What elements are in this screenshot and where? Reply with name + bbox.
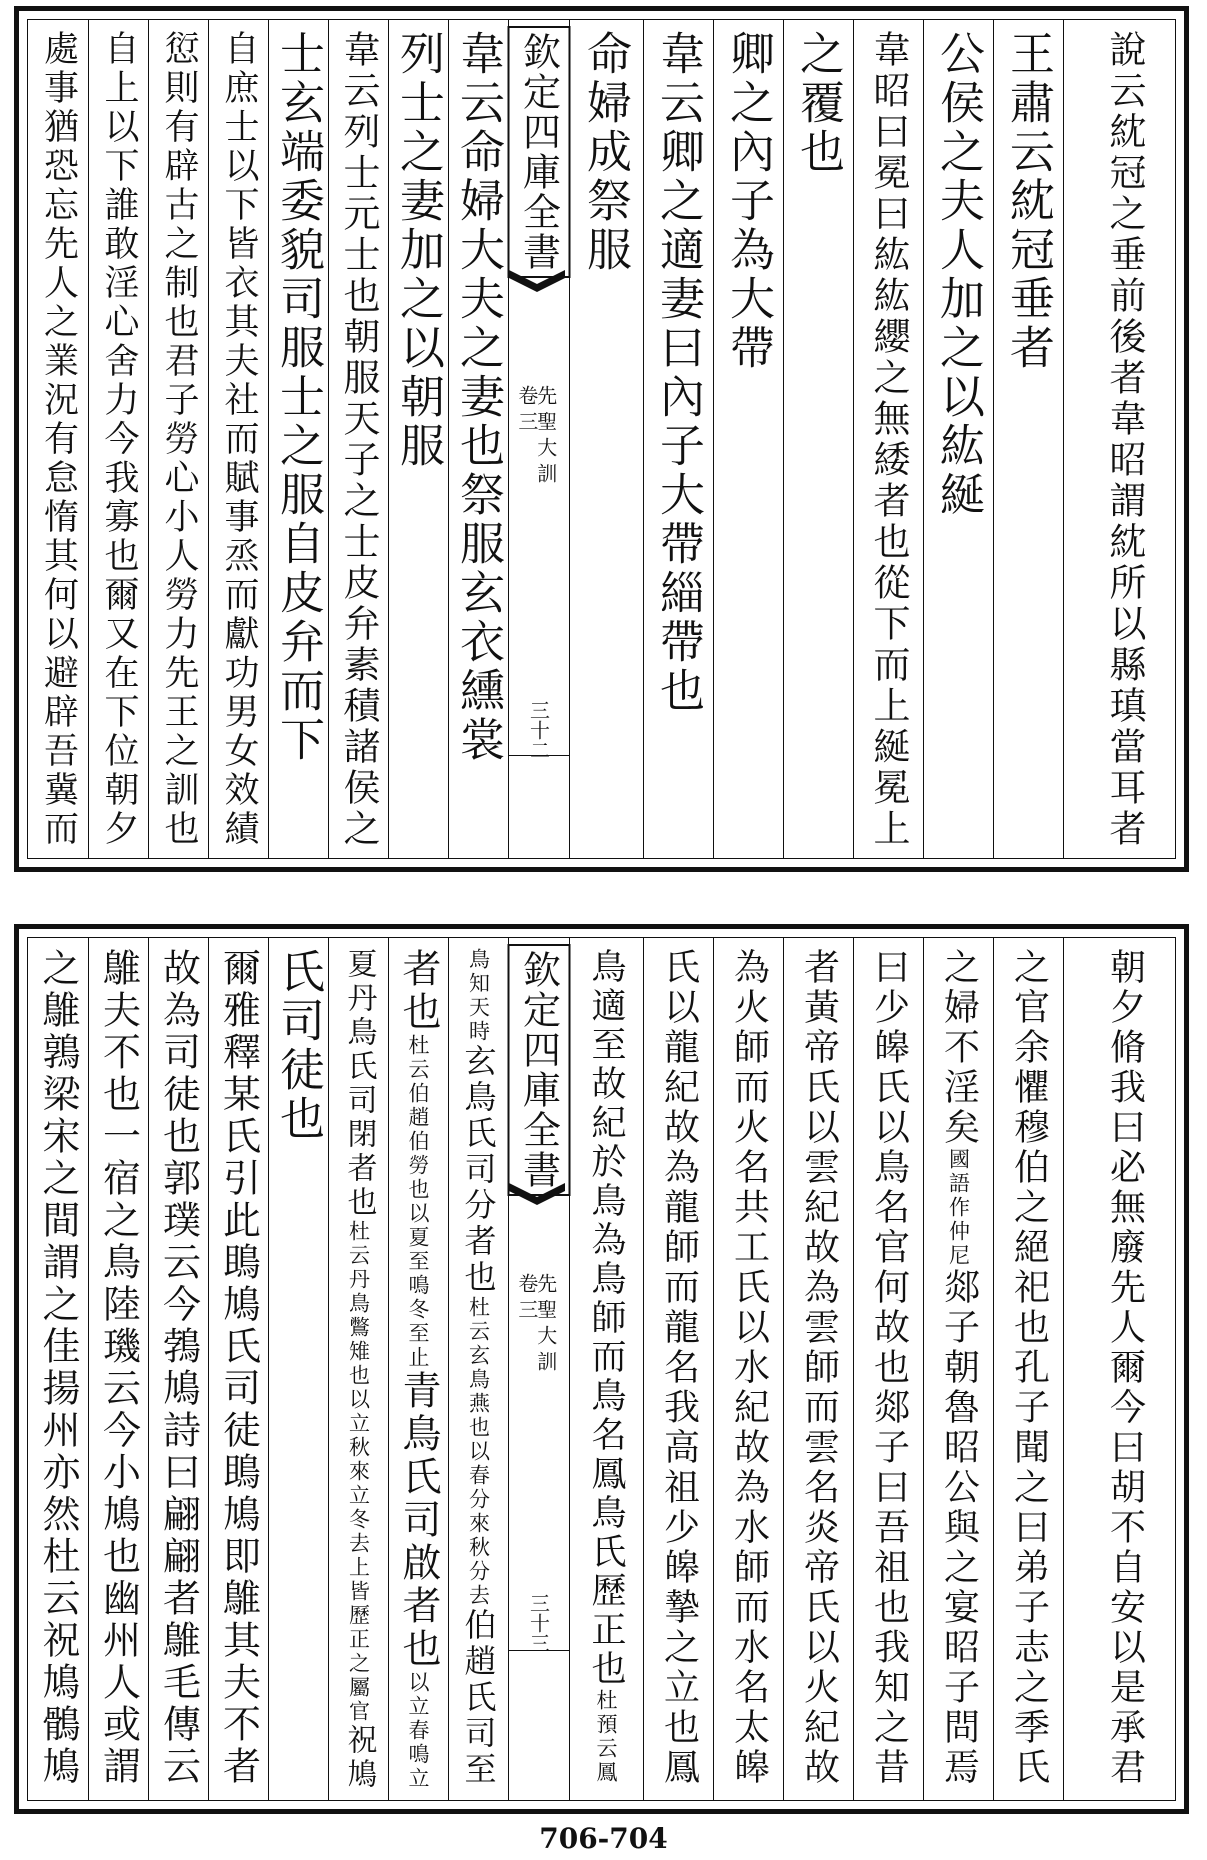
text-column: 卿之內子為大帶 (722, 30, 775, 373)
bottom-col-l1 (448, 938, 508, 1800)
text-column: 之官余懼穆伯之絕祀也孔子聞之曰弟子志之季氏 (1008, 948, 1050, 1788)
text-column: 列士之妻加之以朝服 (392, 30, 445, 471)
text-column: 韋昭曰冕曰紘紘纓之無緌者也從下而上綖冕上 (867, 30, 910, 850)
text-column: 自上以下誰敢淫心舍力今我寡也爾又在下位朝夕 (99, 30, 139, 849)
top-col-l4 (268, 20, 328, 858)
gutter-title: 欽定四庫全書 (508, 26, 571, 278)
text-column: 為火師而火名共工氏以水紀故為水師而水名太皞 (728, 948, 770, 1788)
bottom-col-r4 (853, 938, 923, 1800)
top-col-r5 (783, 20, 853, 858)
bottom-col-r6 (713, 938, 783, 1800)
bottom-col-r1 (1063, 938, 1185, 1800)
top-col-l2 (388, 20, 448, 858)
fish-tail-ornament-icon (509, 270, 565, 296)
fish-tail-ornament-icon (509, 1183, 565, 1209)
main-text: 之婦不淫矣 (938, 948, 980, 1148)
gutter-book-title: 先聖大訓 (533, 385, 558, 489)
text-column: 故為司徒也郭璞云今鵓鳩詩曰翩翩者鵻毛傳云 (156, 948, 201, 1788)
top-col-r3 (923, 20, 993, 858)
page-footer-number: 706-704 (539, 1822, 668, 1855)
bottom-col-r7 (643, 938, 713, 1800)
head-note: 鳥知天時 (466, 948, 491, 1044)
gutter-divider (509, 1650, 569, 1651)
main-text: 鳥適至故紀於鳥為鳥師而鳥名鳳鳥氏歷正也 (586, 948, 626, 1689)
text-column: 自庶士以下皆衣其夫社而賦事烝而獻功男女效績 (219, 30, 259, 849)
bottom-col-r3 (923, 938, 993, 1800)
text-column: 處事猶恐忘先人之業況有怠惰其何以避辟吾冀而 (38, 30, 79, 849)
top-col-l6 (148, 20, 208, 858)
text-column-mixed (938, 948, 980, 1788)
bottom-col-l3 (328, 938, 388, 1800)
text-column-mixed (586, 948, 626, 1785)
text-column: 爾雅釋某氏引此鴡鳩氏司徒鴡鳩即鵻其夫不者 (216, 948, 261, 1788)
text-column: 氏司徒也 (272, 948, 325, 1144)
bottom-col-r8 (568, 938, 643, 1800)
main-text-tail: 祝鳩 (341, 1724, 377, 1792)
main-text-tail: 青鳥氏司啟者也 (396, 1370, 441, 1671)
commentary-note: 杜云伯趙伯勞也以夏至鳴冬至止 (406, 1034, 430, 1370)
top-page (14, 6, 1189, 872)
bottom-col-l5 (208, 938, 268, 1800)
commentary-note: 杜云丹鳥鷩雉也以立秋來立冬去上皆歷正之屬官 (346, 1220, 371, 1724)
gutter-book-title: 先聖大訓 (533, 1273, 558, 1377)
top-col-r1 (1063, 20, 1185, 858)
top-col-r6 (713, 20, 783, 858)
commentary-note: 國語作仲尼 (946, 1148, 971, 1268)
top-col-l5 (208, 20, 268, 858)
commentary-note: 杜預云鳳 (594, 1689, 618, 1785)
top-col-r4 (853, 20, 923, 858)
bottom-col-l7 (88, 938, 148, 1800)
top-gutter (508, 20, 570, 858)
gutter-title: 欽定四庫全書 (508, 944, 571, 1196)
bottom-col-r5 (783, 938, 853, 1800)
text-column: 韋云命婦大夫之妻也祭服玄衣纁裳 (452, 30, 505, 765)
bottom-col-l6 (148, 938, 208, 1800)
bottom-col-l8 (28, 938, 88, 1800)
main-text-tail: 郯子朝魯昭公與之宴昭子問焉 (938, 1268, 980, 1788)
top-page-frame (27, 19, 1176, 859)
gutter-page-number: 三十三 (526, 1593, 551, 1653)
text-column-mixed (459, 948, 498, 1788)
top-col-l1 (448, 20, 508, 858)
top-col-l8 (28, 20, 88, 858)
text-column: 公侯之夫人加之以紘綖 (932, 30, 985, 520)
text-column-mixed (341, 948, 377, 1792)
top-col-l3 (328, 20, 388, 858)
text-column: 鵻夫不也一宿之鳥陸璣云今小鳩也幽州人或謂 (96, 948, 141, 1788)
bottom-col-l4 (268, 938, 328, 1800)
top-col-l7 (88, 20, 148, 858)
gutter-page-number: 三十二 (526, 700, 551, 760)
top-col-r7 (643, 20, 713, 858)
text-column: 士玄端委貌司服士之服自皮弁而下 (272, 30, 325, 765)
bottom-gutter (508, 938, 570, 1800)
text-column: 之鵻鶉梁宋之間謂之佳揚州亦然杜云祝鳩鶻鳩 (36, 948, 80, 1788)
top-col-r2 (993, 20, 1063, 858)
text-column: 氏以龍紀故為龍師而龍名我高祖少皞摯之立也鳳 (658, 948, 700, 1788)
main-text: 者也 (396, 948, 441, 1034)
text-column: 王肅云紞冠垂者 (1002, 30, 1055, 373)
text-column: 說云紞冠之垂前後者韋昭謂紞所以縣瑱當耳者 (1103, 30, 1146, 850)
commentary-note: 杜云玄鳥燕也以春分來秋分去 (466, 1296, 491, 1608)
text-column: 韋云卿之適妻曰內子大帶緇帶也 (652, 30, 705, 716)
gutter-volume: 卷三 (514, 1273, 539, 1325)
main-text: 玄鳥氏司分者也 (459, 1044, 498, 1296)
top-col-r8 (568, 20, 643, 858)
text-column: 之覆也 (792, 30, 845, 177)
main-text-tail: 伯趙氏司至 (459, 1608, 498, 1788)
gutter-divider (509, 755, 569, 756)
bottom-page (14, 924, 1189, 1814)
text-column: 曰少皞氏以鳥名官何故也郯子曰吾祖也我知之昔 (868, 948, 910, 1788)
main-text: 夏丹鳥氏司閉者也 (341, 948, 377, 1220)
bottom-page-frame (27, 937, 1176, 1801)
text-column-mixed (396, 948, 441, 1791)
gutter-volume: 卷三 (514, 385, 539, 437)
text-column: 愆則有辟古之制也君子勞心小人勞力先王之訓也 (159, 30, 199, 849)
bottom-col-r2 (993, 938, 1063, 1800)
text-column: 命婦成祭服 (579, 30, 632, 275)
text-column: 朝夕脩我曰必無廢先人爾今曰胡不自安以是承君 (1104, 948, 1146, 1788)
bottom-col-l2 (388, 938, 448, 1800)
text-column: 韋云列士元士也朝服天子之士皮弁素積諸侯之 (337, 30, 380, 850)
text-column: 者黃帝氏以雲紀故為雲師而雲名炎帝氏以火紀故 (798, 948, 840, 1788)
commentary-note-2: 以立春鳴立 (406, 1671, 430, 1791)
